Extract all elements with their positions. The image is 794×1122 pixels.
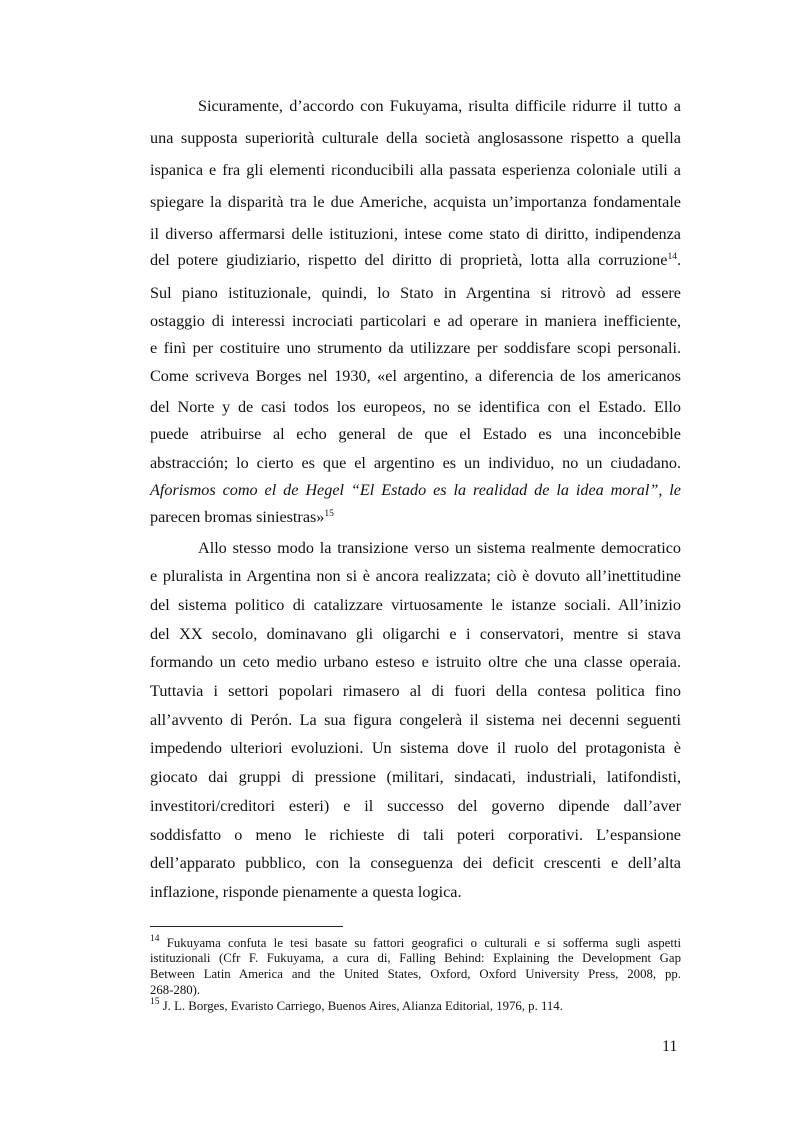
text-segment: . — [676, 251, 681, 269]
text-line-with-footnote-ref — [150, 250, 681, 270]
text-line: del sistema politico di catalizzare virtuosamente le istanze sociali. All’inizio — [150, 596, 681, 614]
text-segment: del potere giudiziario, rispetto del diritto di proprietà, lotta alla corruzione — [150, 251, 668, 269]
footnote-number: 14 — [150, 934, 160, 944]
text-line: inflazione, risponde pienamente a questa logica. — [150, 883, 462, 901]
text-line: impedendo ulteriori evoluzioni. Un sistema dove il ruolo del protagonista è — [150, 739, 681, 757]
footnote-line: 268-280). — [150, 983, 201, 997]
text-line: investitori/creditori esteri) e il successo del governo dipende dall’aver — [150, 797, 681, 815]
footnote-text: Fukuyama confuta le tesi basate su fattori geografici o culturali e si sofferma sugli aspetti — [166, 936, 681, 950]
text-line: una supposta superiorità culturale della società anglosassone rispetto a quella — [150, 129, 681, 147]
text-line: ispanica e fra gli elementi riconducibili alla passata esperienza coloniale utili a — [150, 161, 681, 179]
text-line: puede atribuirse al echo general de que el Estado es una inconcebible — [150, 425, 681, 443]
footnote-separator — [150, 926, 343, 927]
text-line: e finì per costituire uno strumento da utilizzare per soddisfare scopi personali. — [150, 339, 681, 357]
footnote-line: istituzionali (Cfr F. Fukuyama, a cura di, Falling Behind: Explaining the Development Gap — [150, 951, 681, 965]
text-segment: parecen bromas siniestras» — [150, 508, 325, 526]
footnote-line: Between Latin America and the United States, Oxford, Oxford University Press, 2008, pp. — [150, 967, 681, 981]
footnote-ref-14[interactable]: 14 — [667, 252, 677, 262]
text-line-italic: Aforismos como el de Hegel “El Estado es la realidad de la idea moral”, le — [150, 481, 681, 499]
text-line: Sicuramente, d’accordo con Fukuyama, risulta difficile ridurre il tutto a — [198, 97, 681, 115]
text-line: formando un ceto medio urbano esteso e istruito oltre che una classe operaia. — [150, 653, 681, 671]
text-line: del XX secolo, dominavano gli oligarchi e i conservatori, mentre si stava — [150, 625, 681, 643]
text-line-with-footnote-ref — [150, 507, 681, 527]
text-line: abstracción; lo cierto es que el argentino es un individuo, no un ciudadano. — [150, 454, 681, 472]
footnote-ref-15[interactable]: 15 — [324, 509, 334, 519]
footnote-15 — [150, 999, 681, 1014]
text-line: Come scriveva Borges nel 1930, «el argentino, a diferencia de los americanos — [150, 367, 681, 385]
footnote-14 — [150, 936, 681, 951]
text-line: dell’apparato pubblico, con la conseguenza dei deficit crescenti e dell’alta — [150, 854, 681, 872]
text-line: all’avvento di Perón. La sua figura congelerà il sistema nei decenni seguenti — [150, 711, 681, 729]
footnote-text: J. L. Borges, Evaristo Carriego, Buenos Aires, Alianza Editorial, 1976, p. 114. — [162, 999, 563, 1013]
text-line: Sul piano istituzionale, quindi, lo Stato in Argentina si ritrovò ad essere — [150, 284, 681, 302]
text-line: spiegare la disparità tra le due Americhe, acquista un’importanza fondamentale — [150, 193, 681, 211]
text-line: soddisfatto o meno le richieste di tali poteri corporativi. L’espansione — [150, 826, 681, 844]
text-line: Tuttavia i settori popolari rimasero al di fuori della contesa politica fino — [150, 682, 681, 700]
page-number: 11 — [662, 1038, 678, 1055]
text-line: del Norte y de casi todos los europeos, no se identifica con el Estado. Ello — [150, 398, 681, 416]
footnote-number: 15 — [150, 997, 160, 1007]
text-line: Allo stesso modo la transizione verso un sistema realmente democratico — [198, 539, 681, 557]
text-line: e pluralista in Argentina non si è ancora realizzata; ciò è dovuto all’inettitudine — [150, 567, 681, 585]
text-line: ostaggio di interessi incrociati particolari e ad operare in maniera inefficiente, — [150, 312, 681, 330]
text-line: giocato dai gruppi di pressione (militari, sindacati, industriali, latifondisti, — [150, 768, 681, 786]
text-line: il diverso affermarsi delle istituzioni, intese come stato di diritto, indipendenza — [150, 225, 681, 243]
